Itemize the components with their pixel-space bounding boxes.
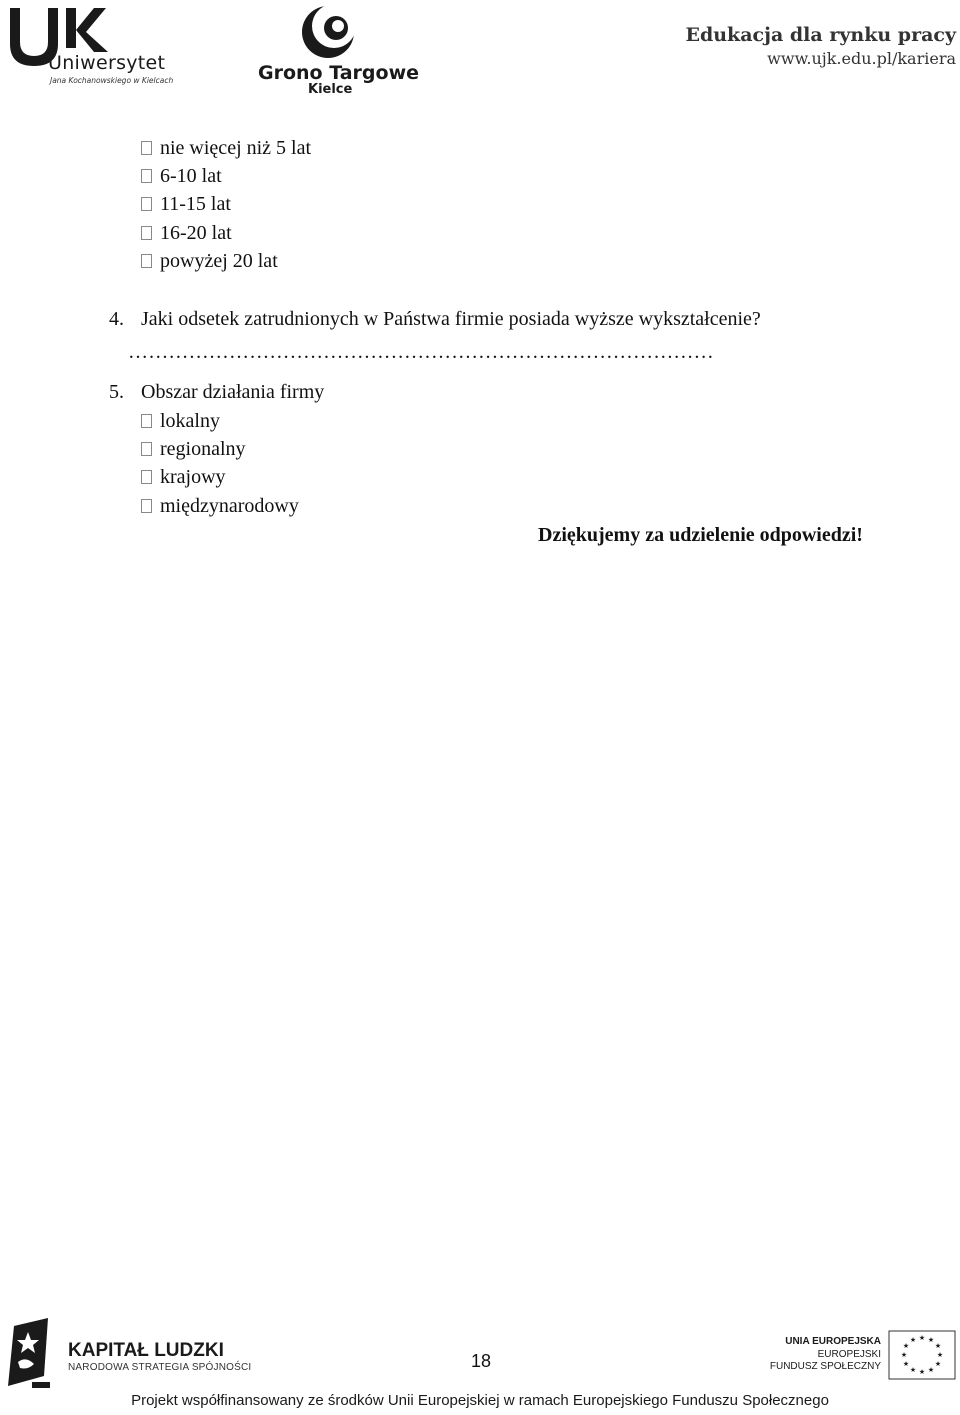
- tenure-option-label: powyżej 20 lat: [160, 250, 278, 272]
- checkbox-icon[interactable]: [141, 254, 152, 268]
- kapital-ludzki-name: KAPITAŁ LUDZKI: [68, 1340, 224, 1361]
- tenure-option: [141, 219, 232, 247]
- header-url: www.ujk.edu.pl/kariera: [767, 49, 956, 68]
- tenure-option: [141, 247, 278, 275]
- checkbox-icon[interactable]: [141, 226, 152, 240]
- ujk-logo-subtitle: Jana Kochanowskiego w Kielcach: [50, 76, 174, 85]
- svg-text:★: ★: [918, 1368, 926, 1376]
- svg-text:★: ★: [902, 1342, 910, 1350]
- svg-text:★: ★: [918, 1334, 926, 1342]
- page-number: 18: [471, 1351, 492, 1371]
- svg-text:★: ★: [902, 1360, 910, 1368]
- question-4-text: Jaki odsetek zatrudnionych w Państwa firmie posiada wyższe wykształcenie?: [141, 308, 761, 330]
- cofinancing-note: Projekt współfinansowany ze środków Unii Europejskiej w ramach Europejskiego Funduszu Społecznego: [131, 1392, 829, 1409]
- svg-text:★: ★: [909, 1336, 917, 1344]
- svg-text:★: ★: [909, 1366, 917, 1374]
- checkbox-icon[interactable]: [141, 442, 152, 456]
- checkbox-icon[interactable]: [141, 470, 152, 484]
- checkbox-icon[interactable]: [141, 169, 152, 183]
- area-option-label: lokalny: [160, 410, 220, 432]
- svg-text:★: ★: [927, 1336, 935, 1344]
- checkbox-icon[interactable]: [141, 414, 152, 428]
- eu-fund-line-1: EUROPEJSKI: [817, 1349, 881, 1360]
- question-4-number: 4.: [109, 308, 124, 330]
- tenure-option: [141, 162, 222, 190]
- grono-targowe-name: Grono Targowe: [258, 62, 420, 84]
- svg-text:★: ★: [900, 1351, 908, 1359]
- eu-title: UNIA EUROPEJSKA: [785, 1336, 881, 1347]
- checkbox-icon[interactable]: [141, 499, 152, 513]
- grono-targowe-city: Kielce: [308, 82, 353, 97]
- eu-flag-icon: [888, 1330, 956, 1380]
- header-title: Edukacja dla rynku pracy: [685, 24, 956, 46]
- grono-targowe-logo-icon: [300, 2, 358, 60]
- svg-text:★: ★: [934, 1360, 942, 1368]
- area-option-label: regionalny: [160, 438, 246, 460]
- thanks-message: Dziękujemy za udzielenie odpowiedzi!: [538, 524, 863, 546]
- checkbox-icon[interactable]: [141, 197, 152, 211]
- eu-fund-line-2: FUNDUSZ SPOŁECZNY: [769, 1361, 881, 1372]
- area-option: [141, 435, 246, 463]
- svg-text:★: ★: [936, 1351, 944, 1359]
- ujk-logo-name: Uniwersytet: [48, 52, 166, 74]
- tenure-option: [141, 190, 231, 218]
- area-option: [141, 463, 226, 491]
- tenure-option-label: 16-20 lat: [160, 222, 232, 244]
- svg-text:★: ★: [934, 1342, 942, 1350]
- tenure-option-label: 11-15 lat: [160, 193, 231, 215]
- question-4-answer-line[interactable]: ……………………………………………………………………………: [128, 341, 714, 363]
- tenure-option-label: 6-10 lat: [160, 165, 222, 187]
- checkbox-icon[interactable]: [141, 141, 152, 155]
- tenure-option-label: nie więcej niż 5 lat: [160, 137, 312, 159]
- question-5-number: 5.: [109, 381, 124, 403]
- question-5-text: Obszar działania firmy: [141, 381, 325, 403]
- tenure-option: [141, 134, 311, 162]
- kapital-ludzki-subtitle: NARODOWA STRATEGIA SPÓJNOŚCI: [68, 1362, 252, 1373]
- svg-text:★: ★: [927, 1366, 935, 1374]
- area-option-label: krajowy: [160, 466, 226, 488]
- area-option-label: międzynarodowy: [160, 495, 299, 517]
- area-option: [141, 407, 220, 435]
- area-option: [141, 492, 299, 520]
- kapital-ludzki-logo-icon: [4, 1318, 54, 1392]
